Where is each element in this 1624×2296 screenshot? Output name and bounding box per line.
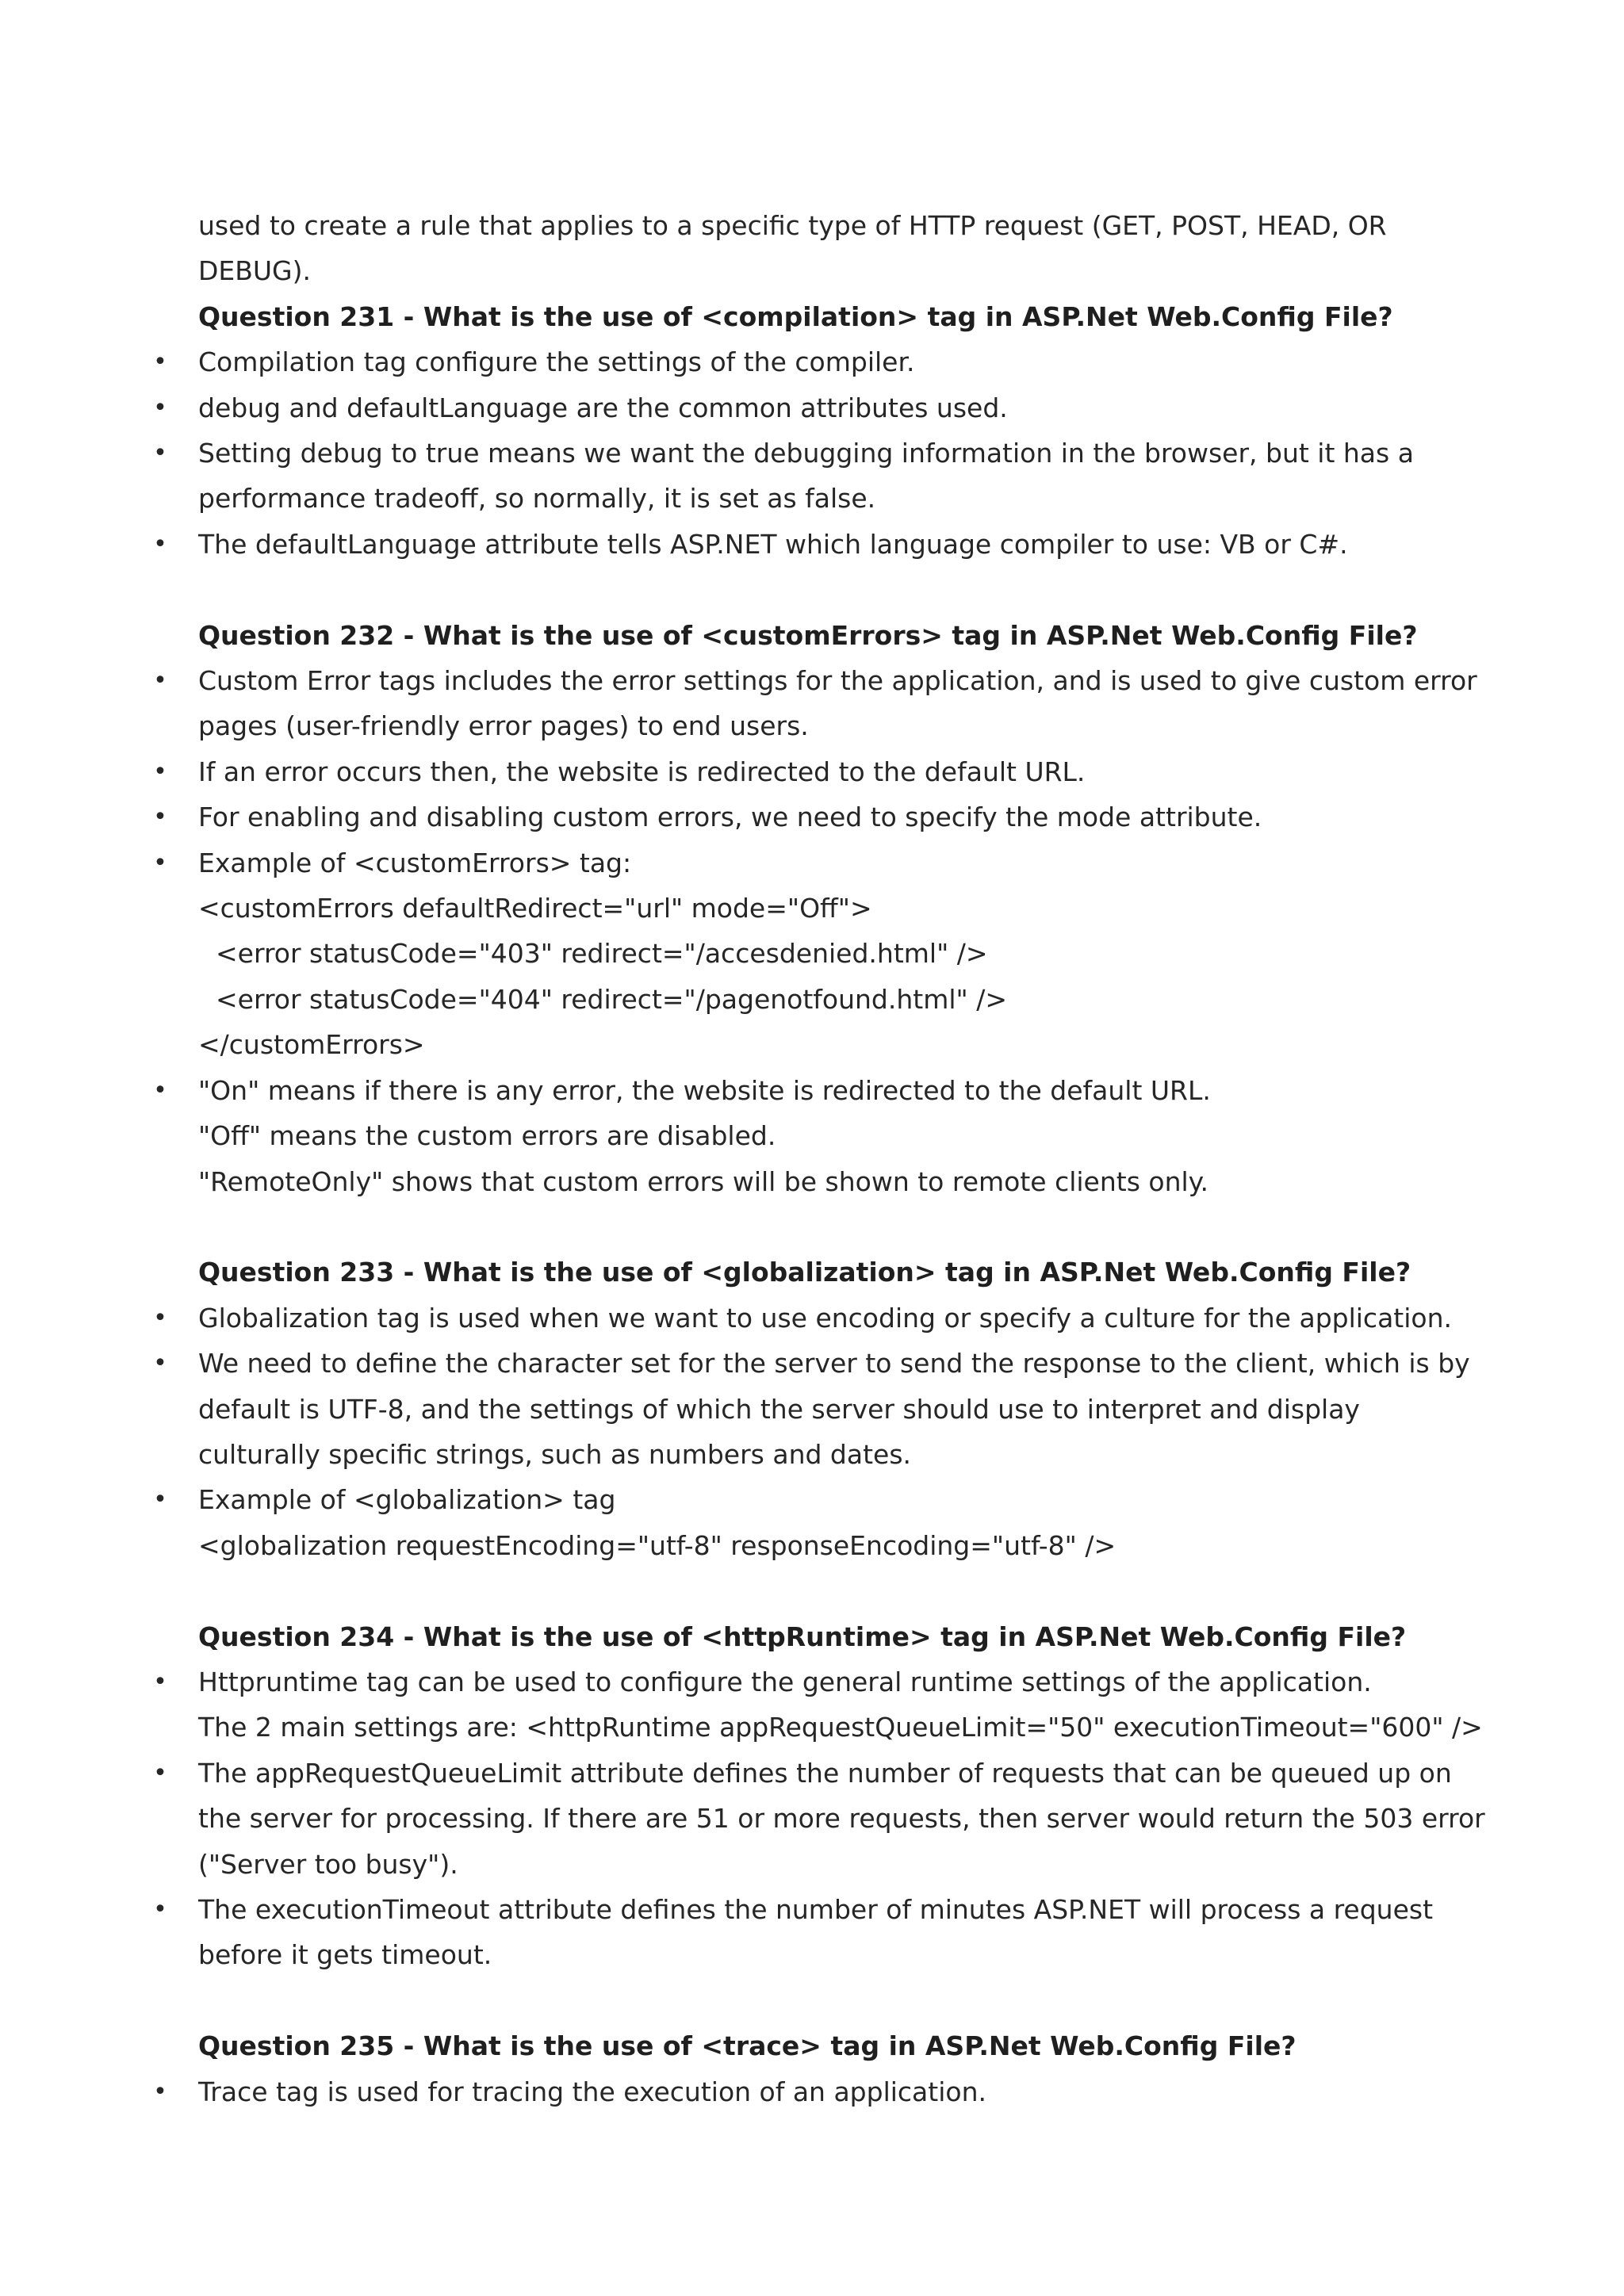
text-line: The appRequestQueueLimit attribute defines the number of requests that can be queued up on <box>198 1757 1452 1789</box>
question-231-heading: Question 231 - What is the use of <compilation> tag in ASP.Net Web.Config File? <box>198 300 1393 332</box>
code-line: <globalization requestEncoding="utf-8" responseEncoding="utf-8" /> <box>198 1529 1116 1561</box>
list-item <box>153 658 1477 749</box>
code-line: <error statusCode="403" redirect="/accesdenied.html" /> <box>216 938 988 970</box>
list-item <box>153 385 1451 430</box>
bullet-icon: • <box>153 1758 167 1787</box>
bullet-icon: • <box>153 439 167 468</box>
text-line: Compilation tag configure the settings of the compiler. <box>198 346 915 378</box>
text-line: Trace tag is used for tracing the execution of an application. <box>198 2076 986 2107</box>
list-item <box>153 2069 1451 2114</box>
text-line: For enabling and disabling custom errors, we need to specify the mode attribute. <box>198 802 1262 833</box>
text-line: culturally specific strings, such as numbers and dates. <box>198 1438 912 1470</box>
page-content <box>153 203 1485 2114</box>
text-line: The executionTimeout attribute defines the number of minutes ASP.NET will process a request <box>198 1893 1434 1925</box>
text-line: ("Server too busy"). <box>198 1848 458 1880</box>
bullet-icon: • <box>153 1895 167 1923</box>
text-line: "RemoteOnly" shows that custom errors will be shown to remote clients only. <box>198 1165 1208 1197</box>
text-line: Custom Error tags includes the error settings for the application, and is used to give custom error <box>198 665 1477 697</box>
text-line: If an error occurs then, the website is redirected to the default URL. <box>198 756 1086 787</box>
bullet-icon: • <box>153 848 167 877</box>
text-line: We need to define the character set for the server to send the response to the client, which is by <box>198 1348 1470 1380</box>
bullet-icon: • <box>153 803 167 832</box>
text-line: Example of <globalization> tag <box>198 1484 616 1516</box>
list-item <box>153 430 1451 522</box>
text-line: pages (user-friendly error pages) to end users. <box>198 710 809 742</box>
question-233-heading: Question 233 - What is the use of <globalization> tag in ASP.Net Web.Config File? <box>198 1257 1411 1288</box>
text-line: The 2 main settings are: <httpRuntime appRequestQueueLimit="50" executionTimeout="600" /> <box>198 1712 1483 1743</box>
bullet-icon: • <box>153 1486 167 1514</box>
code-line: </customErrors> <box>198 1029 425 1061</box>
text-line: performance tradeoff, so normally, it is set as false. <box>198 483 876 515</box>
code-line: <customErrors defaultRedirect="url" mode="Off"> <box>198 893 872 924</box>
text-line: Httpruntime tag can be used to configure the general runtime settings of the application. <box>198 1666 1372 1697</box>
question-235-heading: Question 235 - What is the use of <trace> tag in ASP.Net Web.Config File? <box>198 2030 1297 2062</box>
question-233-section <box>153 1249 1470 1568</box>
bullet-icon: • <box>153 1303 167 1332</box>
list-item <box>153 1887 1451 1978</box>
bullet-icon: • <box>153 1667 167 1696</box>
bullet-icon: • <box>153 393 167 422</box>
list-item <box>153 840 1451 1068</box>
bullet-icon: • <box>153 530 167 558</box>
section-spacer <box>198 567 1451 612</box>
question-234-section <box>153 1614 1485 1978</box>
text-line: "Off" means the custom errors are disabled. <box>198 1120 776 1152</box>
list-item <box>153 1477 1451 1568</box>
list-item <box>153 749 1451 794</box>
text-line: default is UTF-8, and the settings of which the server should use to interpret and display <box>198 1393 1360 1425</box>
code-line: <error statusCode="404" redirect="/pagenotfound.html" /> <box>216 983 1007 1015</box>
text-line: debug and defaultLanguage are the common attributes used. <box>198 392 1008 423</box>
list-item <box>153 339 1451 385</box>
question-232-heading: Question 232 - What is the use of <customErrors> tag in ASP.Net Web.Config File? <box>198 619 1418 651</box>
section-spacer <box>198 1204 1451 1249</box>
bullet-icon: • <box>153 757 167 786</box>
list-item <box>153 522 1451 567</box>
text-line: Example of <customErrors> tag: <box>198 847 632 878</box>
text-line: the server for processing. If there are 51 or more requests, then server would return the 503 error <box>198 1803 1485 1835</box>
text-line: Globalization tag is used when we want to use encoding or specify a culture for the application. <box>198 1302 1452 1334</box>
bullet-icon: • <box>153 1349 167 1378</box>
list-item <box>153 1659 1483 1751</box>
question-234-heading: Question 234 - What is the use of <httpRuntime> tag in ASP.Net Web.Config File? <box>198 1621 1407 1652</box>
text-line: used to create a rule that applies to a specific type of HTTP request (GET, POST, HEAD, OR <box>198 210 1387 241</box>
list-item <box>153 794 1451 840</box>
list-item <box>153 1751 1485 1887</box>
bullet-icon: • <box>153 1076 167 1104</box>
text-line: before it gets timeout. <box>198 1939 492 1971</box>
question-231-section <box>153 294 1451 567</box>
question-232-section <box>153 613 1477 1204</box>
text-line: "On" means if there is any error, the website is redirected to the default URL. <box>198 1074 1211 1106</box>
list-item <box>153 1341 1470 1477</box>
intro-paragraph <box>198 203 1451 294</box>
text-line: DEBUG). <box>198 255 311 287</box>
list-item <box>153 1068 1451 1204</box>
question-235-section <box>153 2023 1451 2114</box>
section-spacer <box>198 1978 1451 2023</box>
text-line: Setting debug to true means we want the debugging information in the browser, but it has a <box>198 438 1414 469</box>
bullet-icon: • <box>153 2077 167 2106</box>
bullet-icon: • <box>153 667 167 695</box>
list-item <box>153 1295 1452 1341</box>
section-spacer <box>198 1568 1451 1613</box>
bullet-icon: • <box>153 348 167 377</box>
text-line: The defaultLanguage attribute tells ASP.NET which language compiler to use: VB or C#. <box>198 528 1348 560</box>
